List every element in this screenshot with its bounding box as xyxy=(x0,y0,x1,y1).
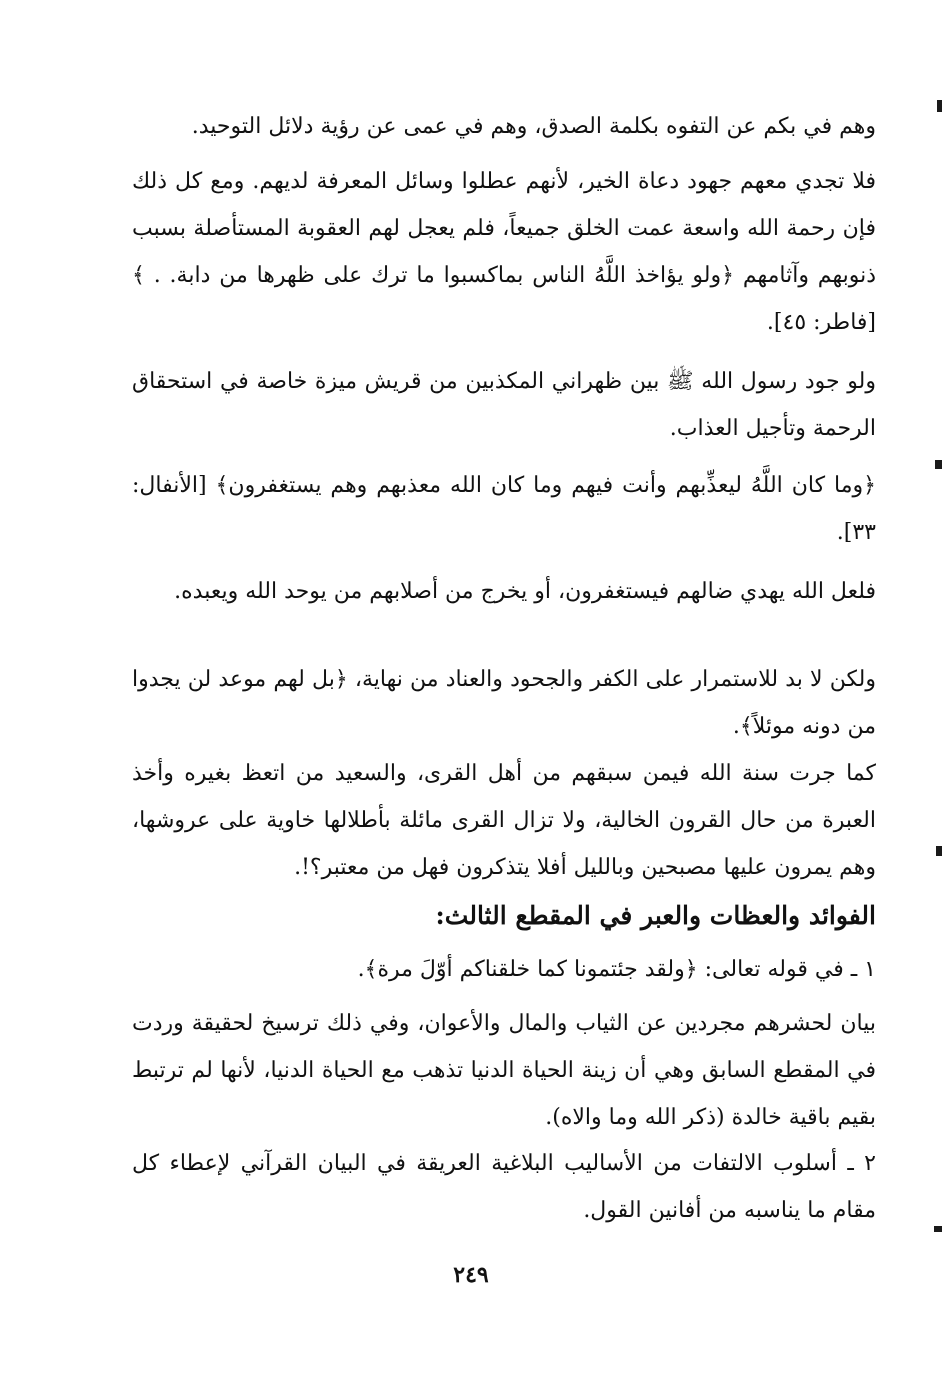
paragraph-5: فلعل الله يهدي ضالهم فيستغفرون، أو يخرج من أصلابهم من يوحد الله ويعبده. xyxy=(174,579,876,604)
page-number: ٢٤٩ xyxy=(453,1262,489,1288)
scan-edge-mark xyxy=(936,846,942,856)
paragraph-3: ولو جود رسول الله ﷺ بين ظهراني المكذبين من قريش ميزة خاصة في استحقاق الرحمة وتأجيل العذاب. xyxy=(132,369,876,441)
paragraph-2: فلا تجدي معهم جهود دعاة الخير، لأنهم عطلوا وسائل المعرفة لديهم. ومع كل ذلك فإن رحمة الله واسعة عمت الخلق جميعاً، فلم يعجل لهم العقوبة المستأصلة بسبب ذنوبهم وآثامهم ﴿ولو يؤاخذ اللَّهُ الناس بماكسبوا ما ترك على ظهرها من دابة. . ﴾ [فاطر: ٤٥]. xyxy=(132,169,876,335)
paragraph-6: ولكن لا بد للاستمرار على الكفر والجحود والعناد من نهاية، ﴿بل لهم موعد لن يجدوا من دونه موئلاً﴾. xyxy=(132,667,876,739)
scan-edge-mark xyxy=(934,1226,942,1232)
scan-edge-mark xyxy=(937,100,942,112)
point-2: ٢ ـ أسلوب الالتفات من الأساليب البلاغية العريقة في البيان القرآني لإعطاء كل مقام ما يناسبه من أفانين القول. xyxy=(132,1151,876,1223)
paragraph-4-quran-verse: ﴿وما كان اللَّهُ ليعذِّبهم وأنت فيهم وما كان الله معذبهم وهم يستغفرون﴾ [الأنفال: ٣٣]. xyxy=(132,473,876,545)
paragraph-7: كما جرت سنة الله فيمن سبقهم من أهل القرى، والسعيد من اتعظ بغيره وأخذ العبرة من حال القرون الخالية، ولا تزال القرى مائلة بأطلالها خاوية على عروشها، وهم يمرون عليها مصبحين وبالليل أفلا يتذكرون فهل من معتبر؟!. xyxy=(132,761,876,880)
point-1: ١ ـ في قوله تعالى: ﴿ولقد جئتمونا كما خلقناكم أوّلَ مرة﴾. xyxy=(357,957,876,982)
scan-edge-mark xyxy=(935,460,942,469)
section-heading: الفوائد والعظات والعبر في المقطع الثالث: xyxy=(435,901,876,930)
paragraph-1: وهم في بكم عن التفوه بكلمة الصدق، وهم في عمى عن رؤية دلائل التوحيد. xyxy=(191,114,876,139)
point-1-explanation: بيان لحشرهم مجردين عن الثياب والمال والأعوان، وفي ذلك ترسيخ لحقيقة وردت في المقطع السابق وهي أن زينة الحياة الدنيا تذهب مع الحياة الدنيا، لأنها لم ترتبط بقيم باقية خالدة (ذكر الله وما والاه). xyxy=(132,1011,876,1130)
